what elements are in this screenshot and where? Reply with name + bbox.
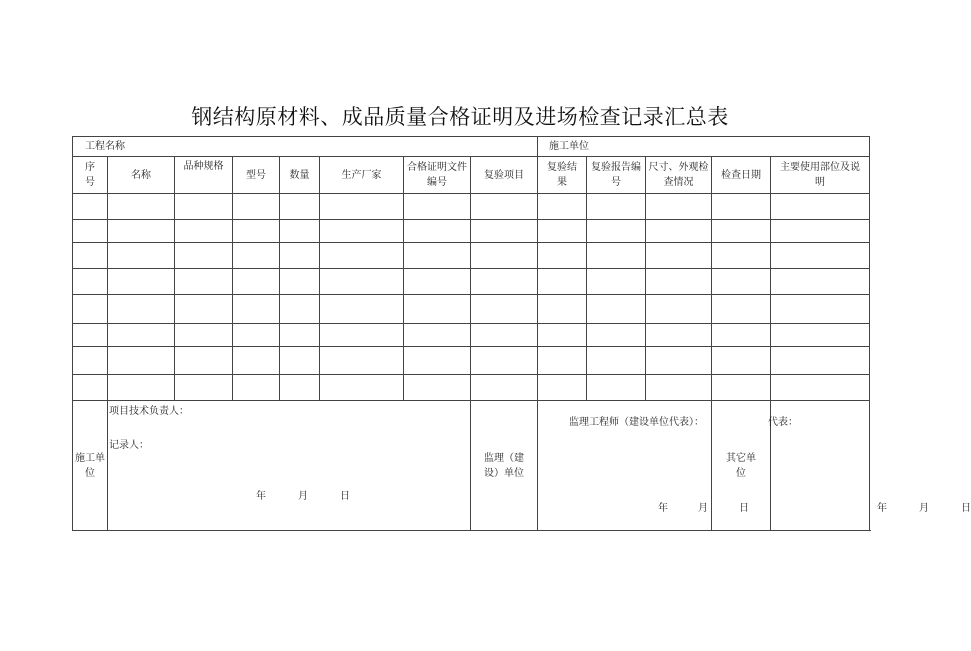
- table-cell[interactable]: [587, 375, 646, 401]
- table-cell[interactable]: [712, 324, 771, 347]
- construction-unit-label-cell: [73, 401, 108, 531]
- signature-row: [73, 401, 870, 531]
- table-cell[interactable]: [73, 347, 108, 375]
- table-cell[interactable]: [538, 375, 587, 401]
- table-cell[interactable]: [404, 375, 471, 401]
- supervision-month-label: 月: [698, 503, 708, 514]
- table-cell[interactable]: [320, 347, 404, 375]
- header-quantity: 数量: [280, 157, 320, 194]
- table-cell[interactable]: [233, 194, 280, 220]
- table-cell[interactable]: [320, 194, 404, 220]
- table-cell[interactable]: [280, 194, 320, 220]
- table-cell[interactable]: [320, 295, 404, 324]
- table-cell[interactable]: [233, 375, 280, 401]
- table-cell[interactable]: [280, 220, 320, 243]
- project-name-cell[interactable]: [73, 137, 538, 157]
- supervision-unit-label-cell: [471, 401, 538, 531]
- supervision-day-label: 日: [739, 503, 749, 514]
- table-cell[interactable]: [538, 347, 587, 375]
- other-unit-sign-label: 其它单 位: [726, 452, 756, 479]
- table-cell[interactable]: [280, 269, 320, 295]
- info-row: [73, 137, 870, 157]
- other-day-label: 日: [961, 503, 971, 514]
- table-cell[interactable]: [587, 243, 646, 269]
- table-cell[interactable]: [404, 194, 471, 220]
- table-cell[interactable]: [646, 194, 712, 220]
- construction-year-label: 年: [256, 491, 266, 502]
- table-cell[interactable]: [471, 220, 538, 243]
- summary-table: [72, 136, 971, 531]
- table-cell[interactable]: [233, 269, 280, 295]
- table-cell[interactable]: [233, 220, 280, 243]
- table-cell[interactable]: [712, 220, 771, 243]
- table-cell[interactable]: [108, 269, 175, 295]
- table-cell[interactable]: [471, 269, 538, 295]
- table-cell[interactable]: [471, 375, 538, 401]
- construction-unit-sign-cell[interactable]: [108, 401, 471, 531]
- table-cell[interactable]: [108, 375, 175, 401]
- table-cell[interactable]: [175, 295, 233, 324]
- table-cell[interactable]: [771, 375, 870, 401]
- table-cell[interactable]: [712, 375, 771, 401]
- table-cell[interactable]: [108, 347, 175, 375]
- table-cell[interactable]: [73, 243, 108, 269]
- table-row: [73, 347, 870, 375]
- table-cell[interactable]: [73, 269, 108, 295]
- table-cell[interactable]: [404, 220, 471, 243]
- header-usage-location: 主要使用部位及说 明: [771, 157, 870, 194]
- table-cell[interactable]: [771, 220, 870, 243]
- other-unit-rep-label: 代表：: [768, 417, 798, 428]
- header-recheck-item: 复验项目: [471, 157, 538, 194]
- table-cell[interactable]: [175, 194, 233, 220]
- other-year-label: 年: [877, 503, 887, 514]
- table-cell[interactable]: [646, 269, 712, 295]
- table-row: [73, 243, 870, 269]
- table-row: [73, 295, 870, 324]
- table-cell[interactable]: [646, 220, 712, 243]
- table-cell[interactable]: [646, 324, 712, 347]
- table-cell[interactable]: [646, 347, 712, 375]
- table-cell[interactable]: [771, 194, 870, 220]
- table-cell[interactable]: [73, 295, 108, 324]
- construction-unit-sign-label: 施工单 位: [75, 452, 105, 479]
- header-row: [73, 157, 870, 194]
- construction-unit-label: 施工单位: [549, 141, 589, 152]
- header-recheck-report-no: 复验报告编 号: [587, 157, 646, 194]
- table-cell[interactable]: [538, 324, 587, 347]
- table-cell[interactable]: [587, 194, 646, 220]
- other-month-label: 月: [919, 503, 929, 514]
- table-cell[interactable]: [771, 324, 870, 347]
- form-title: 钢结构原材料、成品质量合格证明及进场检查记录汇总表: [191, 105, 729, 129]
- table-cell[interactable]: [73, 375, 108, 401]
- supervision-engineer-label: 监理工程师（建设单位代表）：: [569, 417, 704, 428]
- table-row: [73, 220, 870, 243]
- other-unit-sign-cell[interactable]: [768, 401, 971, 531]
- table-cell[interactable]: [587, 324, 646, 347]
- table-cell[interactable]: [320, 324, 404, 347]
- table-cell[interactable]: [771, 295, 870, 324]
- table-cell[interactable]: [771, 347, 870, 375]
- supervision-unit-sign-label: 监理（建 设）单位: [484, 452, 524, 479]
- table-cell[interactable]: [587, 220, 646, 243]
- table-cell[interactable]: [404, 295, 471, 324]
- table-cell[interactable]: [73, 194, 108, 220]
- table-cell[interactable]: [108, 194, 175, 220]
- table-cell[interactable]: [712, 347, 771, 375]
- table-cell[interactable]: [320, 269, 404, 295]
- table-cell[interactable]: [175, 375, 233, 401]
- construction-day-label: 日: [340, 491, 350, 502]
- table-cell[interactable]: [538, 194, 587, 220]
- table-cell[interactable]: [538, 295, 587, 324]
- header-seq: 序 号: [73, 157, 108, 194]
- table-cell[interactable]: [108, 220, 175, 243]
- construction-month-label: 月: [298, 491, 308, 502]
- table-cell[interactable]: [712, 295, 771, 324]
- table-cell[interactable]: [108, 324, 175, 347]
- table-cell[interactable]: [280, 375, 320, 401]
- table-cell[interactable]: [233, 295, 280, 324]
- table-cell[interactable]: [280, 347, 320, 375]
- table-cell[interactable]: [404, 324, 471, 347]
- table-cell[interactable]: [538, 243, 587, 269]
- table-row: [73, 194, 870, 220]
- table-cell[interactable]: [73, 324, 108, 347]
- table-cell[interactable]: [471, 295, 538, 324]
- header-appearance-check: 尺寸、外观检 查情况: [646, 157, 712, 194]
- table-cell[interactable]: [538, 220, 587, 243]
- header-check-date: 检查日期: [712, 157, 771, 194]
- table-cell[interactable]: [771, 243, 870, 269]
- header-recheck-result: 复验结 果: [538, 157, 587, 194]
- table-cell[interactable]: [175, 220, 233, 243]
- table-cell[interactable]: [404, 347, 471, 375]
- table-cell[interactable]: [108, 243, 175, 269]
- table-cell[interactable]: [587, 295, 646, 324]
- table-cell[interactable]: [587, 347, 646, 375]
- header-model: 型号: [233, 157, 280, 194]
- table-cell[interactable]: [175, 243, 233, 269]
- table-cell[interactable]: [771, 269, 870, 295]
- table-cell[interactable]: [280, 295, 320, 324]
- recorder-label: 记录人：: [109, 440, 149, 451]
- table-cell[interactable]: [712, 194, 771, 220]
- table-cell[interactable]: [471, 324, 538, 347]
- table-cell[interactable]: [73, 220, 108, 243]
- header-manufacturer: 生产厂家: [320, 157, 404, 194]
- header-name: 名称: [108, 157, 175, 194]
- header-certificate-no: 合格证明文件 编号: [404, 157, 471, 194]
- table-row: [73, 324, 870, 347]
- table-cell[interactable]: [471, 347, 538, 375]
- table-cell[interactable]: [404, 243, 471, 269]
- table-row: [73, 269, 870, 295]
- table-cell[interactable]: [587, 269, 646, 295]
- construction-unit-cell[interactable]: [538, 137, 870, 157]
- table-cell[interactable]: [538, 269, 587, 295]
- header-variety-spec: 品种规格: [175, 157, 233, 194]
- table-cell[interactable]: [471, 243, 538, 269]
- table-cell[interactable]: [175, 347, 233, 375]
- table-cell[interactable]: [712, 243, 771, 269]
- table-cell[interactable]: [320, 220, 404, 243]
- table-cell[interactable]: [712, 269, 771, 295]
- table-cell[interactable]: [175, 269, 233, 295]
- table-cell[interactable]: [320, 243, 404, 269]
- supervision-year-label: 年: [658, 503, 668, 514]
- table-cell[interactable]: [471, 194, 538, 220]
- table-cell[interactable]: [233, 324, 280, 347]
- tech-lead-label: 项目技术负责人：: [109, 406, 189, 417]
- table-cell[interactable]: [280, 324, 320, 347]
- table-cell[interactable]: [646, 243, 712, 269]
- table-cell[interactable]: [233, 243, 280, 269]
- table-cell[interactable]: [233, 347, 280, 375]
- table-cell[interactable]: [108, 295, 175, 324]
- project-name-label: 工程名称: [85, 141, 125, 152]
- table-cell[interactable]: [646, 375, 712, 401]
- table-cell[interactable]: [646, 295, 712, 324]
- table-cell[interactable]: [320, 375, 404, 401]
- table-cell[interactable]: [175, 324, 233, 347]
- table-cell[interactable]: [404, 269, 471, 295]
- table-cell[interactable]: [280, 243, 320, 269]
- table-row: [73, 375, 870, 401]
